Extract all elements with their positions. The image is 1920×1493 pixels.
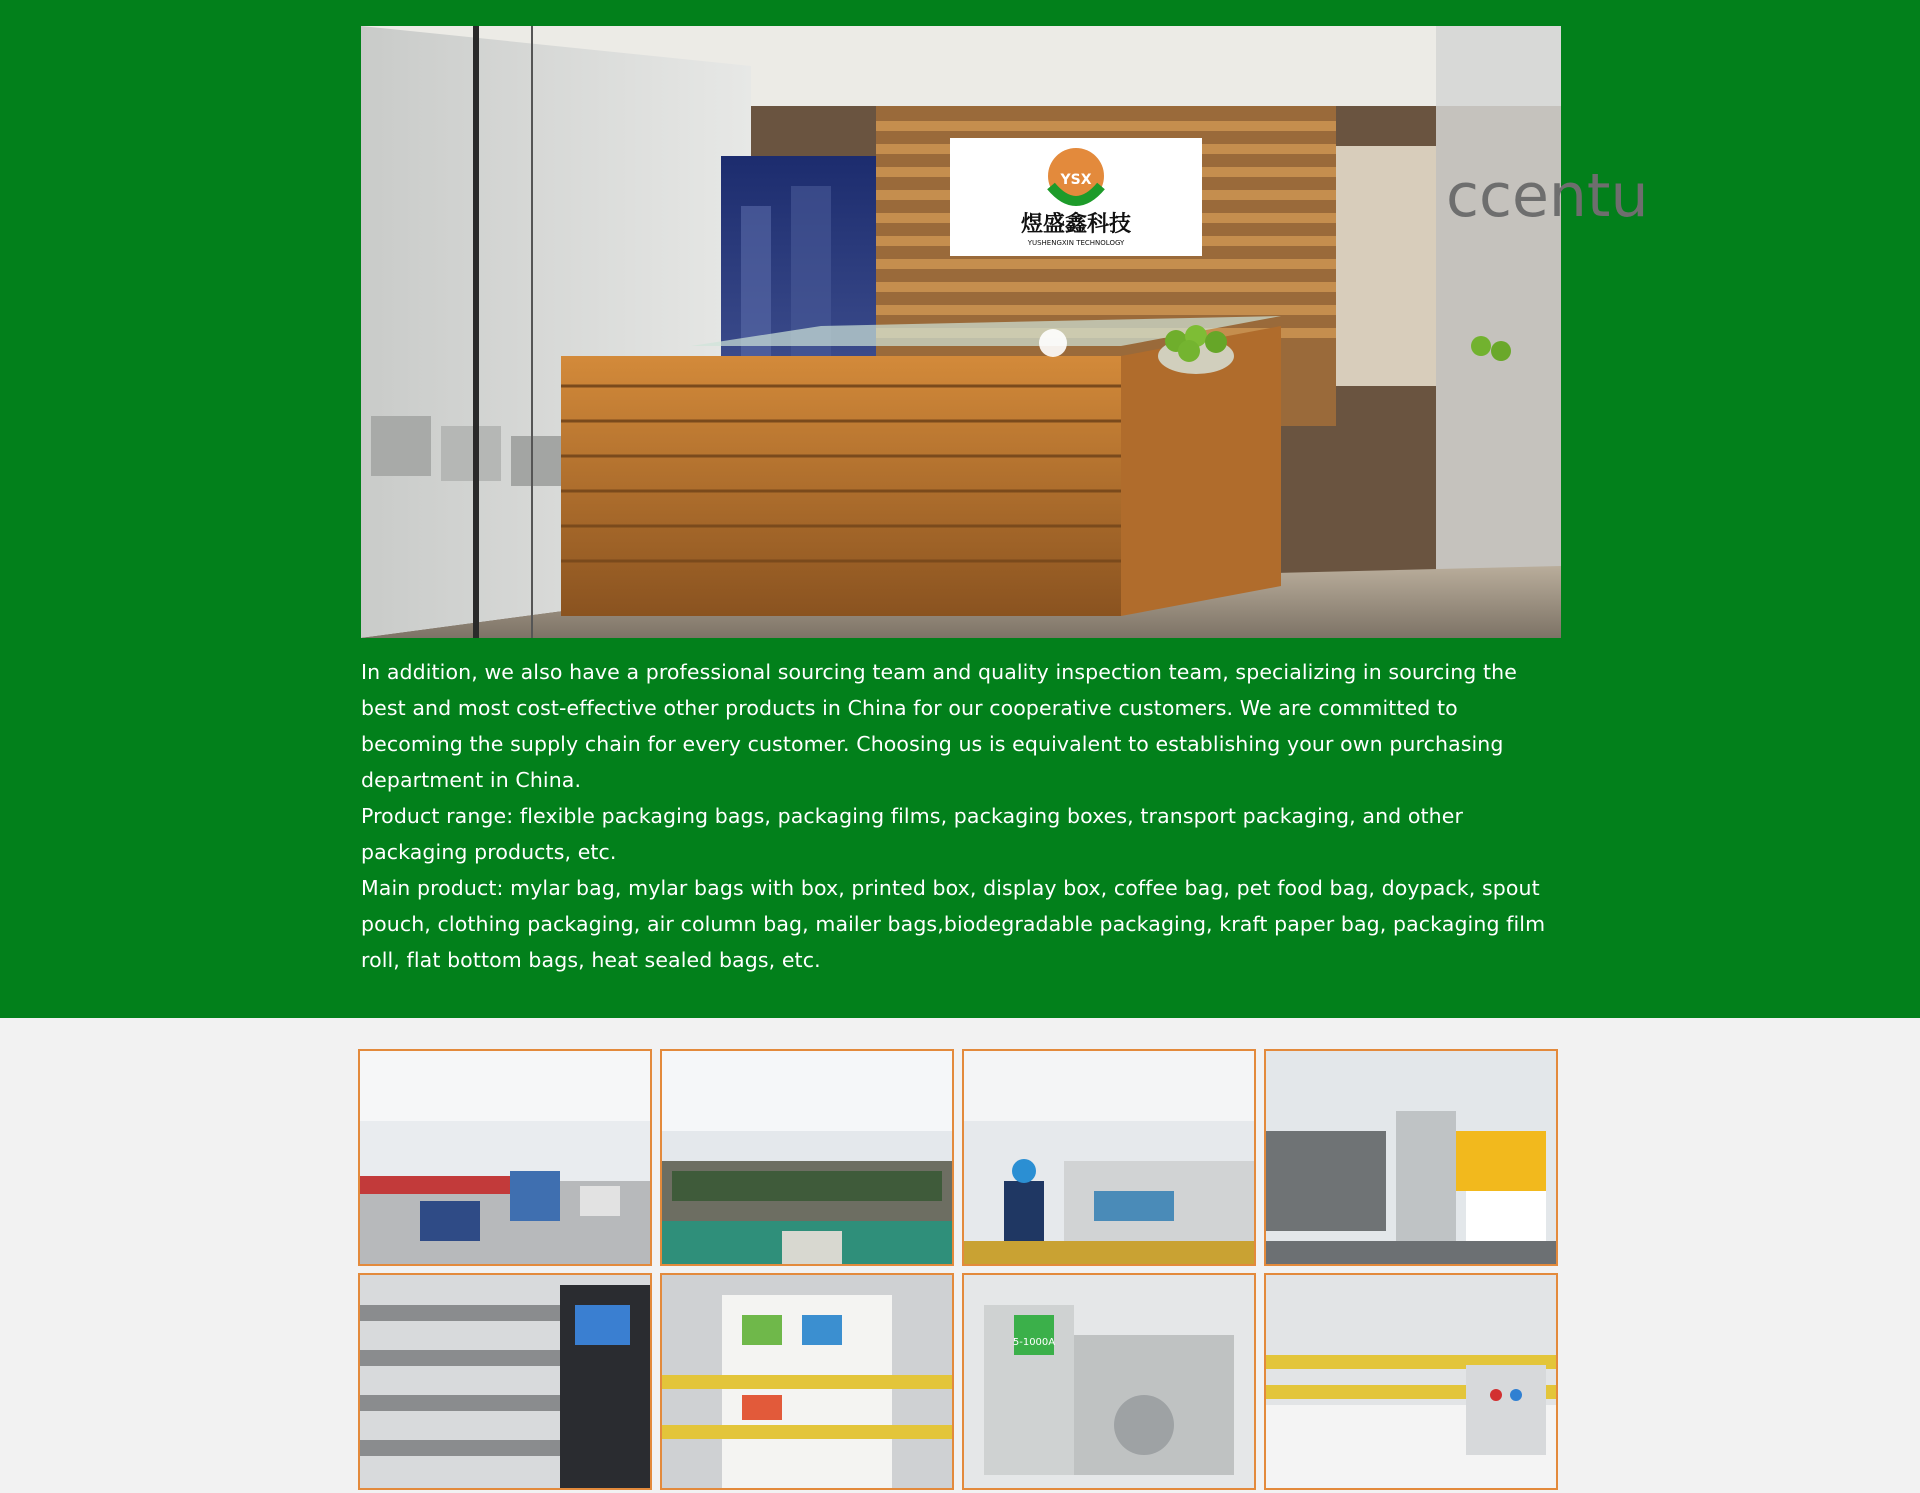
office-reception-photo xyxy=(361,26,1649,638)
intro-paragraph-product-range: Product range: flexible packaging bags, packaging films, packaging boxes, transport packaging, and other packaging products, etc. xyxy=(361,804,1464,864)
intro-text xyxy=(361,654,1561,978)
gallery-image-printing-press[interactable] xyxy=(1264,1049,1558,1266)
factory-photo xyxy=(1266,1275,1556,1488)
factory-photo xyxy=(662,1051,952,1264)
gallery-image-printed-film[interactable] xyxy=(660,1273,954,1490)
factory-photo xyxy=(1266,1051,1556,1264)
intro-paragraph-sourcing: In addition, we also have a professional sourcing team and quality inspection team, specializing in sourcing the best and most cost-effective other products in China for our cooperative customers. We are committed to becoming the supply chain for every customer. Choosing us is equivalent to establishing your own purchasing department in China. xyxy=(361,660,1517,792)
factory-gallery xyxy=(358,1049,1562,1490)
factory-photo xyxy=(964,1051,1254,1264)
svg-text:煜盛鑫科技: 煜盛鑫科技 xyxy=(1020,212,1132,237)
gallery-image-gravure-machine[interactable] xyxy=(962,1273,1256,1490)
intro-paragraph-main-product: Main product: mylar bag, mylar bags with box, printed box, display box, coffee bag, pet food bag, doypack, spout pouch, clothing packaging, air column bag, mailer bags,biodegradable packaging, kraft paper bag, packaging film roll, flat bottom bags, heat sealed bags, etc. xyxy=(361,876,1546,972)
gallery-image-factory-floor[interactable] xyxy=(660,1049,954,1266)
gallery-image-slitting-machine[interactable] xyxy=(358,1273,652,1490)
factory-photo xyxy=(360,1051,650,1264)
svg-text:ccentu: ccentu xyxy=(1446,161,1649,231)
gallery-image-production-line[interactable] xyxy=(358,1049,652,1266)
svg-text:YSX: YSX xyxy=(1060,172,1092,188)
svg-text:5-1000A: 5-1000A xyxy=(1012,1337,1056,1348)
gallery-image-worker-machine[interactable] xyxy=(962,1049,1256,1266)
gallery-image-laminating-machine[interactable] xyxy=(1264,1273,1558,1490)
svg-text:YUSHENGXIN TECHNOLOGY: YUSHENGXIN TECHNOLOGY xyxy=(1027,239,1125,247)
factory-photo xyxy=(662,1275,952,1488)
factory-photo xyxy=(964,1275,1254,1488)
hero-slideshow[interactable] xyxy=(361,26,1649,638)
factory-photo xyxy=(360,1275,650,1488)
slideshow-dot[interactable] xyxy=(1039,329,1067,357)
